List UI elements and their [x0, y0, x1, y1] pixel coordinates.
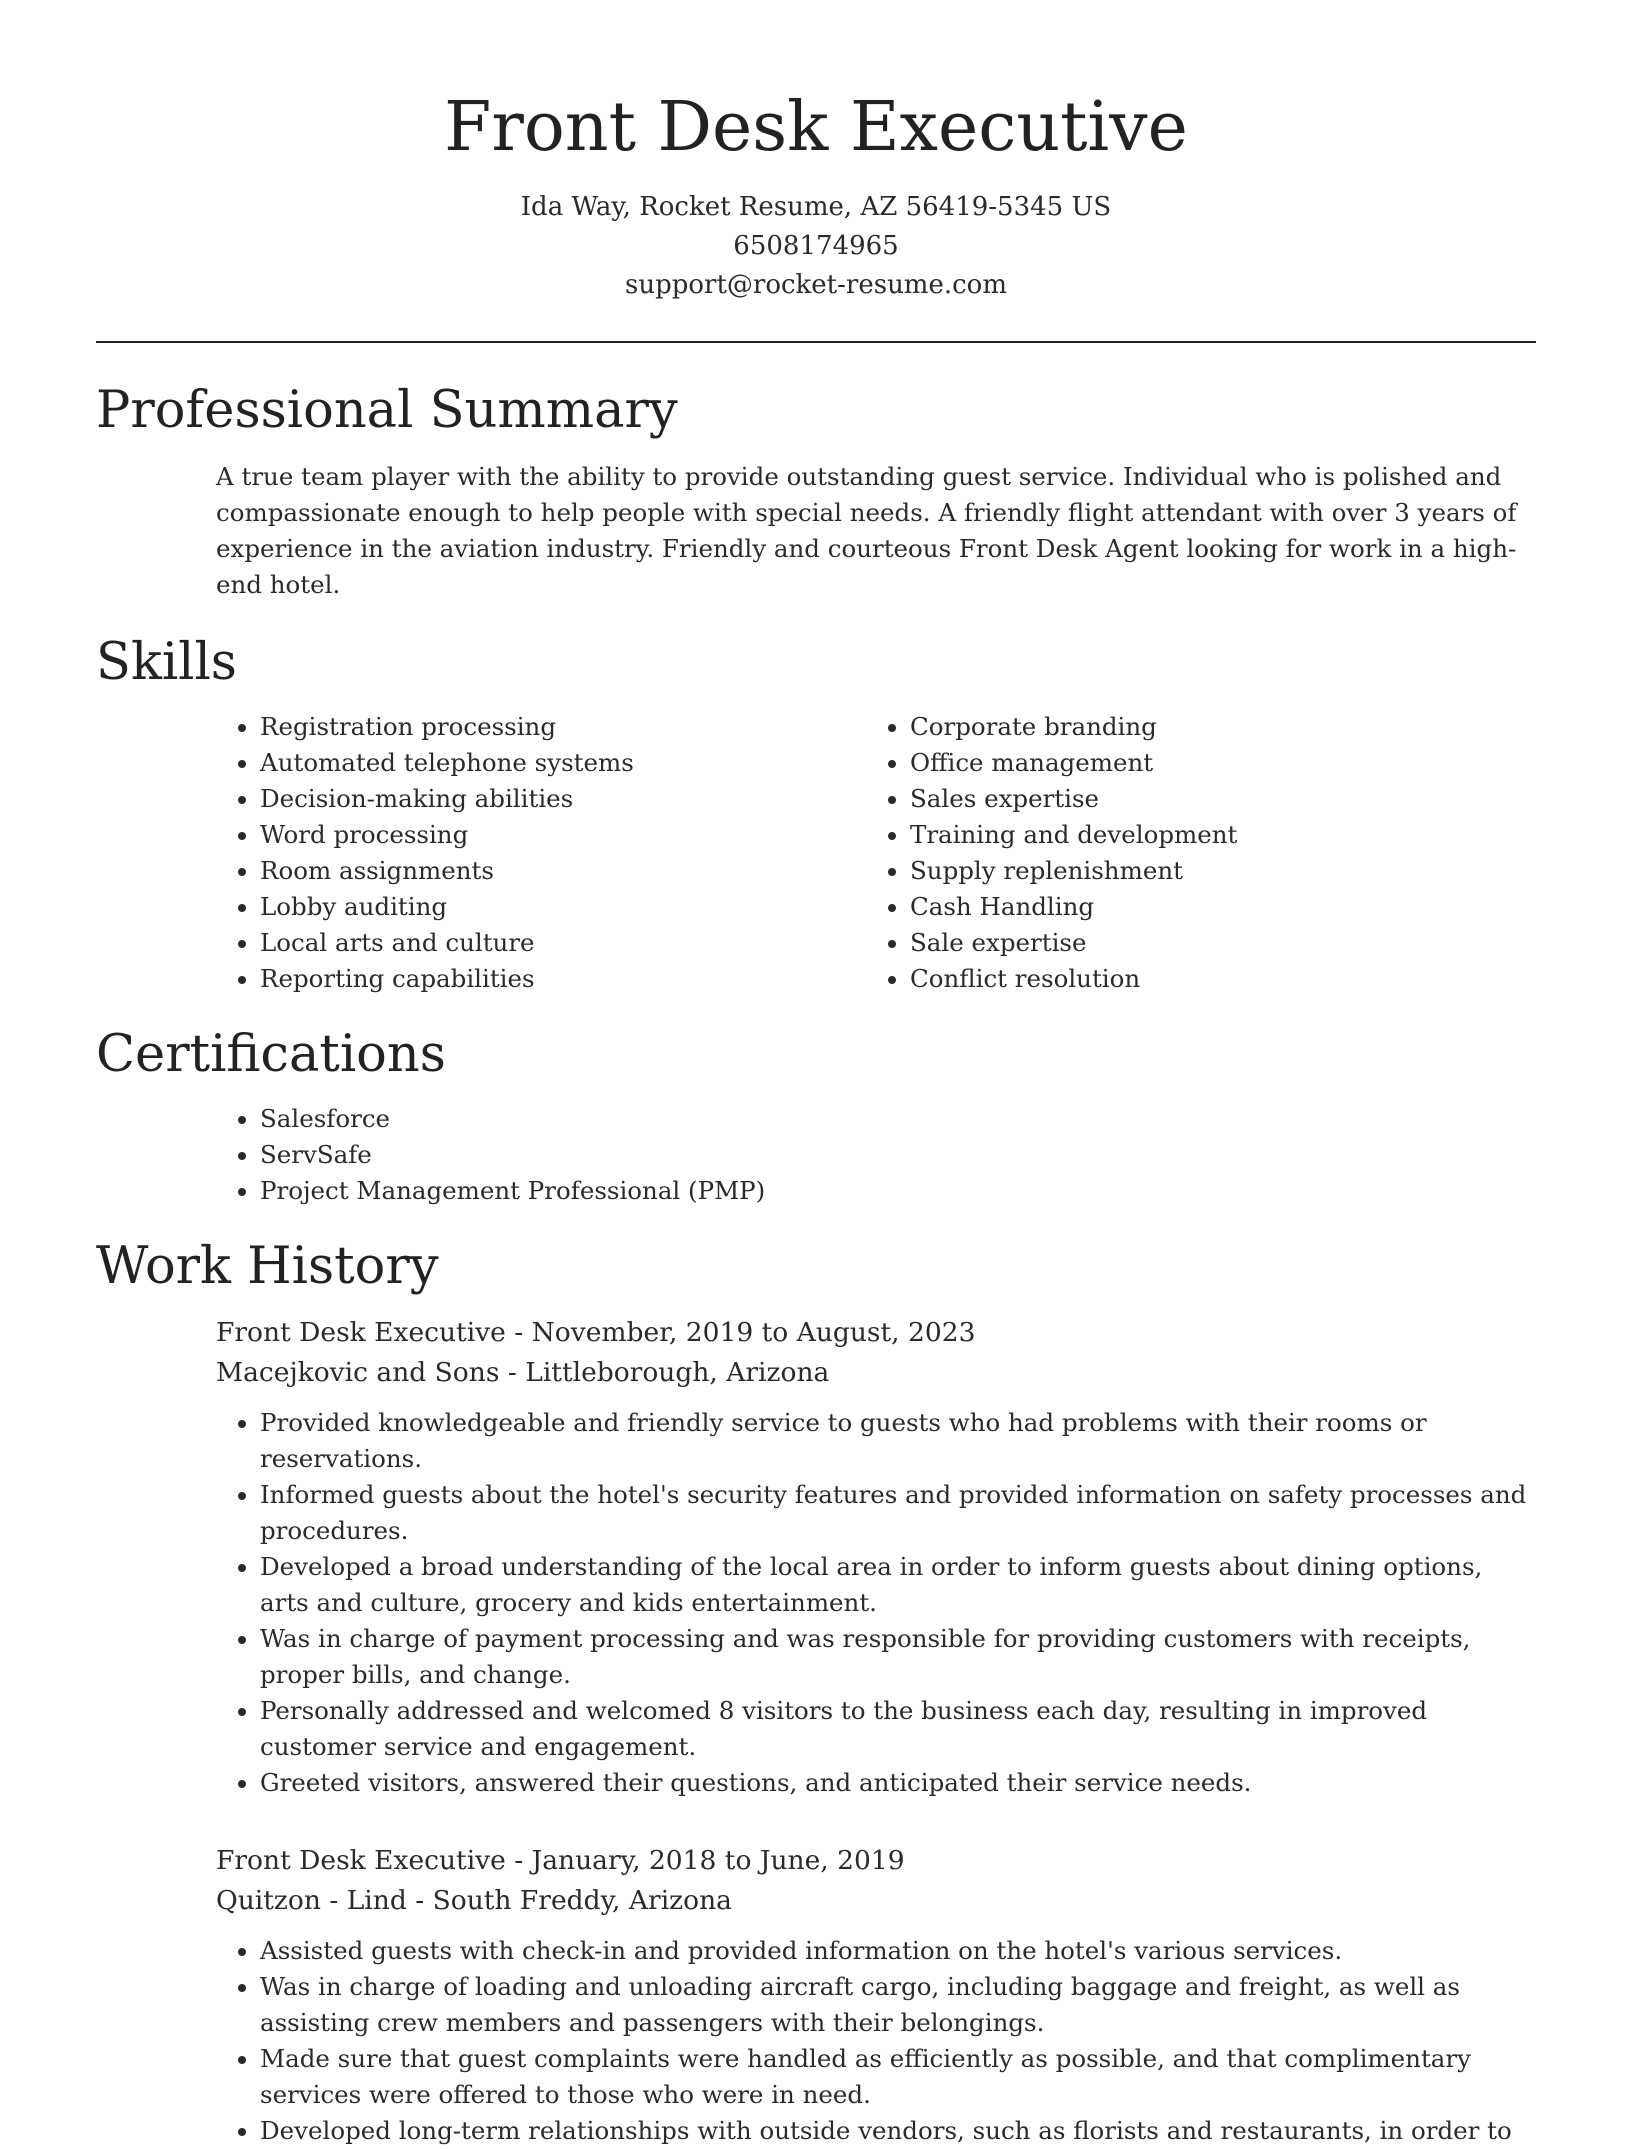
job-title-line: Front Desk Executive - January, 2018 to June, 2019: [216, 1845, 905, 1876]
job-title-line: Front Desk Executive - November, 2019 to August, 2023: [216, 1317, 976, 1348]
certifications-list: [216, 1101, 1536, 1209]
list-item: • Supply replenishment: [910, 853, 1516, 889]
header-divider: [96, 341, 1536, 343]
list-item: • Conflict resolution: [910, 961, 1516, 997]
list-item: • Made sure that guest complaints were handled as efficiently as possible, and that complimentary services were offered to those who were in need.: [260, 2041, 1536, 2113]
list-item: • Developed long-term relationships with outside vendors, such as florists and restaurants, in order to: [260, 2113, 1536, 2149]
list-item: • Sale expertise: [910, 925, 1516, 961]
list-item: • Cash Handling: [910, 889, 1516, 925]
summary-heading: Professional Summary: [96, 381, 678, 440]
job-company-line: Macejkovic and Sons - Littleborough, Arizona: [216, 1357, 830, 1388]
certifications-list-wrap: [216, 1101, 1536, 1209]
list-item: • Training and development: [910, 817, 1516, 853]
list-item: • Greeted visitors, answered their questions, and anticipated their service needs.: [260, 1765, 1536, 1801]
list-item: • Provided knowledgeable and friendly service to guests who had problems with their rooms or reservations.: [260, 1405, 1536, 1477]
list-item: • Word processing: [260, 817, 866, 853]
work-history-section: [96, 1235, 1536, 2149]
job-entry: [216, 1841, 1536, 2149]
list-item: • Lobby auditing: [260, 889, 866, 925]
skills-column-left: [216, 709, 866, 997]
list-item: • Reporting capabilities: [260, 961, 866, 997]
job-company-line: Quitzon - Lind - South Freddy, Arizona: [216, 1885, 732, 1916]
list-item: • ServSafe: [260, 1137, 1536, 1173]
candidate-name: Front Desk Executive: [444, 88, 1188, 167]
skills-heading: Skills: [96, 633, 237, 692]
list-item: • Sales expertise: [910, 781, 1516, 817]
list-item: • Salesforce: [260, 1101, 1536, 1137]
list-item: • Automated telephone systems: [260, 745, 866, 781]
list-item: • Room assignments: [260, 853, 866, 889]
list-item: • Informed guests about the hotel's security features and provided information on safety processes and procedures.: [260, 1477, 1536, 1549]
skills-list-right: [866, 709, 1516, 997]
job-bullets: [216, 1933, 1536, 2149]
work-history-heading: Work History: [96, 1237, 439, 1296]
summary-section: [96, 379, 1536, 603]
job-bullets-wrap: [216, 1933, 1536, 2149]
skills-column-right: [866, 709, 1516, 997]
list-item: • Was in charge of payment processing and was responsible for providing customers with receipts, proper bills, and change.: [260, 1621, 1536, 1693]
resume-header: [96, 0, 1536, 305]
skills-grid: [216, 709, 1536, 997]
contact-address: Ida Way, Rocket Resume, AZ 56419-5345 US: [520, 192, 1112, 222]
list-item: • Local arts and culture: [260, 925, 866, 961]
list-item: • Project Management Professional (PMP): [260, 1173, 1536, 1209]
list-item: • Office management: [910, 745, 1516, 781]
job-bullets-wrap: [216, 1405, 1536, 1801]
list-item: • Developed a broad understanding of the local area in order to inform guests about dining options, arts and culture, grocery and kids entertainment.: [260, 1549, 1536, 1621]
resume-page: [96, 0, 1536, 2149]
contact-block: [96, 188, 1536, 305]
skills-list-left: [216, 709, 866, 997]
list-item: • Was in charge of loading and unloading aircraft cargo, including baggage and freight, as well as assisting crew members and passengers with their belongings.: [260, 1969, 1536, 2041]
certifications-heading: Certifications: [96, 1025, 446, 1084]
contact-email: support@rocket-resume.com: [624, 270, 1007, 300]
skills-section: [96, 631, 1536, 997]
certifications-section: [96, 1023, 1536, 1209]
job-entry: [216, 1313, 1536, 1801]
list-item: • Registration processing: [260, 709, 866, 745]
list-item: • Assisted guests with check-in and provided information on the hotel's various services.: [260, 1933, 1536, 1969]
list-item: • Personally addressed and welcomed 8 visitors to the business each day, resulting in improved customer service and engagement.: [260, 1693, 1536, 1765]
contact-phone: 6508174965: [733, 231, 899, 261]
list-item: • Corporate branding: [910, 709, 1516, 745]
summary-text: A true team player with the ability to provide outstanding guest service. Individual who is polished and compassionate enough to help people with special needs. A friendly flight attendant with over 3 years of experience in the aviation industry. Friendly and courteous Front Desk Agent looking for work in a high-end hotel.: [216, 462, 1517, 599]
job-bullets: [216, 1405, 1536, 1801]
list-item: • Decision-making abilities: [260, 781, 866, 817]
